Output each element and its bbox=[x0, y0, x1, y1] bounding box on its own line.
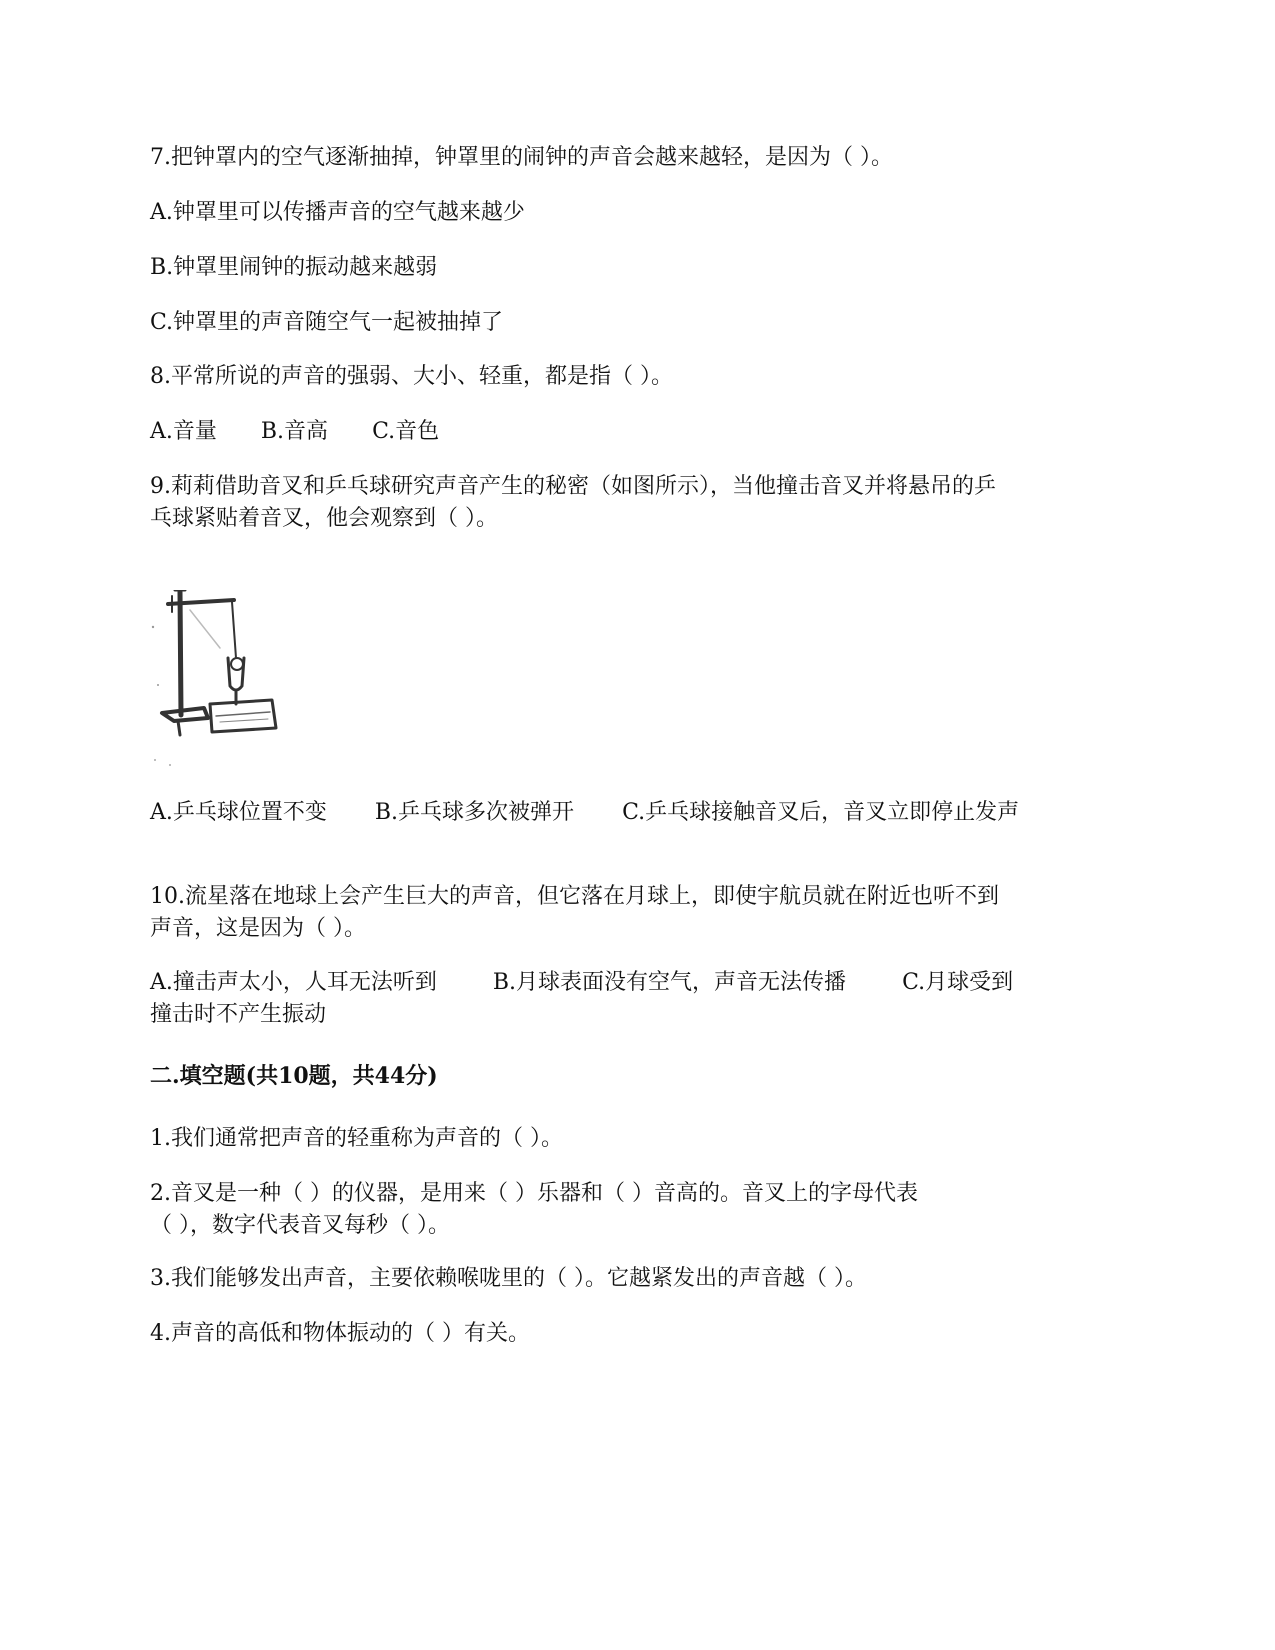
fill-q1: 1.我们通常把声音的轻重称为声音的（ ）。 bbox=[150, 1126, 563, 1151]
q9-stem-line1: 9.莉莉借助音叉和乒乓球研究声音产生的秘密（如图所示），当他撞击音叉并将悬吊的乒 bbox=[150, 474, 996, 499]
q10-option-c-continued: 撞击时不产生振动 bbox=[150, 1002, 327, 1027]
tuning-fork-pingpong-apparatus-icon bbox=[150, 590, 300, 770]
q7-stem: 7.把钟罩内的空气逐渐抽掉，钟罩里的闹钟的声音会越来越轻，是因为（ ）。 bbox=[150, 145, 893, 170]
q8-options bbox=[150, 416, 439, 448]
q10-option-c: C.月球受到 bbox=[902, 970, 1014, 995]
q7-option-a: A.钟罩里可以传播声音的空气越来越少 bbox=[150, 200, 525, 225]
q10-options bbox=[150, 967, 1013, 999]
q10-stem-line1: 10.流星落在地球上会产生巨大的声音，但它落在月球上，即使宇航员就在附近也听不到 bbox=[150, 884, 999, 909]
fill-q4: 4.声音的高低和物体振动的（ ）有关。 bbox=[150, 1321, 530, 1346]
section-2-heading: 二.填空题(共10题，共44分) bbox=[150, 1063, 438, 1089]
q9-stem-line2: 乓球紧贴着音叉，他会观察到（ ）。 bbox=[150, 506, 498, 531]
q9-options bbox=[150, 797, 1019, 829]
q8-option-c: C.音色 bbox=[372, 419, 440, 444]
q8-option-a: A.音量 bbox=[150, 419, 217, 444]
q10-option-a: A.撞击声太小，人耳无法听到 bbox=[150, 970, 437, 995]
q8-option-b: B.音高 bbox=[260, 419, 329, 444]
q8-stem: 8.平常所说的声音的强弱、大小、轻重，都是指（ ）。 bbox=[150, 364, 673, 389]
q9-option-b: B.乒乓球多次被弹开 bbox=[374, 800, 575, 825]
fill-q3: 3.我们能够发出声音，主要依赖喉咙里的（ ）。它越紧发出的声音越（ ）。 bbox=[150, 1266, 867, 1291]
q7-option-c: C.钟罩里的声音随空气一起被抽掉了 bbox=[150, 310, 504, 335]
fill-q2-line2: （ ），数字代表音叉每秒（ ）。 bbox=[150, 1213, 450, 1238]
q10-option-b: B.月球表面没有空气，声音无法传播 bbox=[492, 970, 847, 995]
q9-option-c: C.乒乓球接触音叉后，音叉立即停止发声 bbox=[622, 800, 1020, 825]
q10-stem-line2: 声音，这是因为（ ）。 bbox=[150, 916, 366, 941]
q7-option-b: B.钟罩里闹钟的振动越来越弱 bbox=[150, 255, 438, 280]
fill-q2-line1: 2.音叉是一种（ ）的仪器，是用来（ ）乐器和（ ）音高的。音叉上的字母代表 bbox=[150, 1181, 918, 1206]
q9-option-a: A.乒乓球位置不变 bbox=[150, 800, 327, 825]
